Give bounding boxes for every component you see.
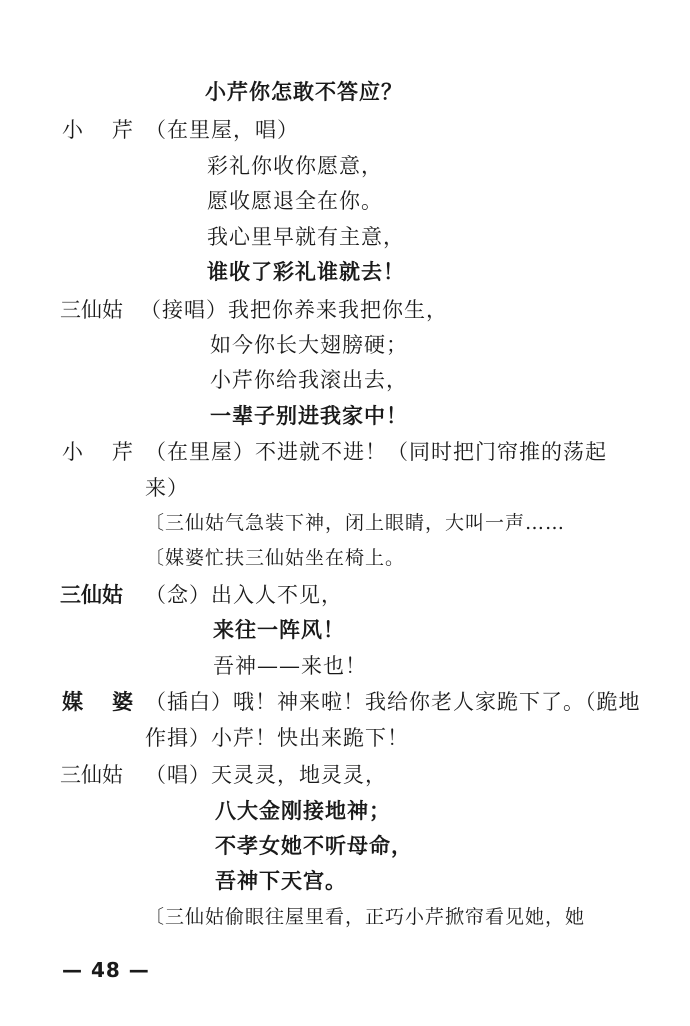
verse-line: 彩礼你收你愿意，: [207, 154, 383, 178]
verse-line: 八大金刚接地神；: [215, 798, 391, 823]
dialogue-line: （念）出入人不见，: [145, 583, 343, 607]
dialogue-line: （插白）哦！神来啦！我给你老人家跪下了。（跪地: [145, 690, 641, 714]
speaker-name: 三仙姑: [60, 298, 123, 322]
verse-line: 愿收愿退全在你。: [207, 189, 383, 213]
stage-direction: 〔三仙姑偷眼往屋里看，正巧小芹掀帘看见她，她: [145, 906, 586, 928]
verse-line: 谁收了彩礼谁就去！: [207, 259, 405, 284]
dialogue-line: （在里屋）不进就不进！（同时把门帘推的荡起: [145, 440, 607, 464]
stage-direction: （在里屋，唱）: [145, 118, 299, 142]
verse-line: 我心里早就有主意，: [207, 225, 405, 249]
page-number: — 48 —: [62, 958, 150, 982]
verse-line: 不孝女她不听母命，: [215, 833, 413, 858]
verse-line: 小芹你怎敢不答应？: [205, 79, 403, 104]
verse-line: 吾神下天宫。: [215, 868, 347, 893]
dialogue-line: （唱）天灵灵，地灵灵，: [145, 763, 387, 787]
dialogue-line: 作揖）小芹！快出来跪下！: [145, 726, 409, 750]
dialogue-line: 来）: [145, 476, 189, 500]
speaker-name: 小 芹: [62, 440, 137, 464]
speaker-name: 三仙姑: [60, 763, 123, 787]
verse-line: 如今你长大翅膀硬；: [210, 333, 408, 357]
verse-line: 吾神——来也！: [213, 654, 367, 678]
verse-line: 一辈子别进我家中！: [210, 403, 408, 428]
speaker-name: 三仙姑: [60, 582, 123, 607]
verse-line: 来往一阵风！: [213, 617, 345, 642]
speaker-name: 小 芹: [62, 118, 137, 142]
dialogue-line: （接唱）我把你养来我把你生，: [140, 298, 448, 322]
stage-direction: 〔媒婆忙扶三仙姑坐在椅上。: [145, 547, 406, 569]
stage-direction: 〔三仙姑气急装下神，闭上眼睛，大叫一声……: [145, 512, 566, 534]
verse-line: 小芹你给我滚出去，: [210, 368, 408, 392]
speaker-name: 媒 婆: [62, 689, 137, 714]
